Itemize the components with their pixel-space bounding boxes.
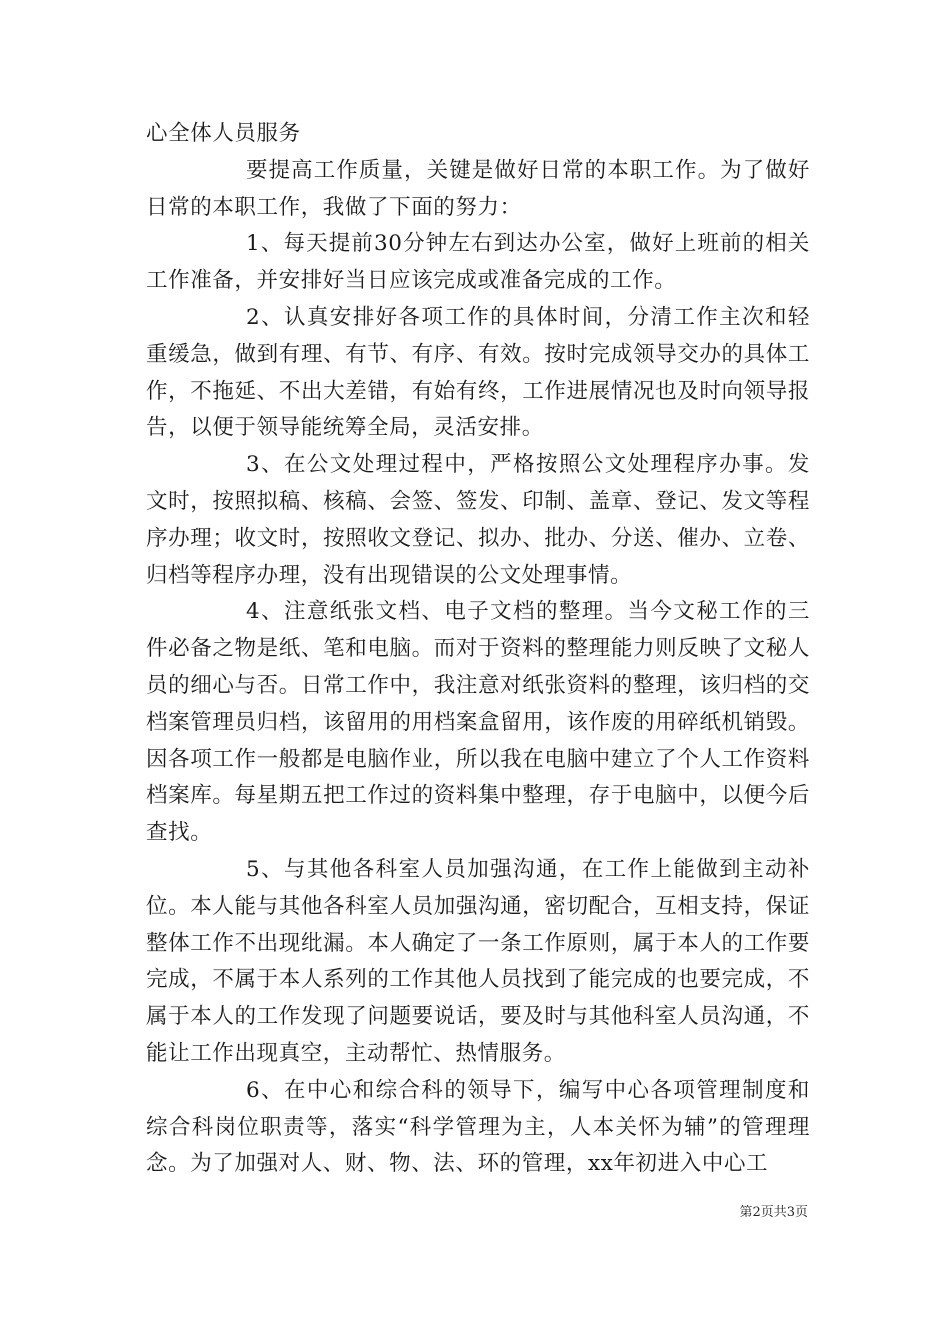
paragraph-item-3: 3、在公文处理过程中，严格按照公文处理程序办事。发文时，按照拟稿、核稿、会签、签发、印制、盖章、登记、发文等程序办理；收文时，按照收文登记、拟办、批办、分送、催办、立卷、归档等程序办理，没有出现错误的公文处理事情。 — [146, 452, 810, 588]
paragraph-intro: 要提高工作质量，关键是做好日常的本职工作。为了做好日常的本职工作，我做了下面的努力： — [146, 157, 810, 220]
paragraph-item-4: 4、注意纸张文档、电子文档的整理。当今文秘工作的三件必备之物是纸、笔和电脑。而对于资料的整理能力则反映了文秘人员的细心与否。日常工作中，我注意对纸张资料的整理，该归档的交档案管理员归档，该留用的用档案盒留用，该作废的用碎纸机销毁。因各项工作一般都是电脑作业，所以我在电脑中建立了个人工作资料档案库。每星期五把工作过的资料集中整理，存于电脑中，以便今后查找。 — [146, 599, 810, 846]
page-number-footer: 第2页共3页 — [739, 1205, 808, 1220]
paragraph-continuation: 心全体人员服务 — [146, 121, 301, 146]
paragraph-item-6: 6、在中心和综合科的领导下，编写中心各项管理制度和综合科岗位职责等，落实“科学管理为主，人本关怀为辅”的管理理念。为了加强对人、财、物、法、环的管理，xx年初进入中心工 — [146, 1077, 810, 1177]
paragraph-item-2: 2、认真安排好各项工作的具体时间，分清工作主次和轻重缓急，做到有理、有节、有序、有效。按时完成领导交办的具体工作，不拖延、不出大差错，有始有终，工作进展情况也及时向领导报告，以便于领导能统筹全局，灵活安排。 — [146, 304, 810, 441]
document-body — [146, 116, 810, 1183]
paragraph-item-5: 5、与其他各科室人员加强沟通，在工作上能做到主动补位。本人能与其他各科室人员加强沟通，密切配合，互相支持，保证整体工作不出现纰漏。本人确定了一条工作原则，属于本人的工作要完成，不属于本人系列的工作其他人员找到了能完成的也要完成，不属于本人的工作发现了问题要说话，要及时与其他科室人员沟通，不能让工作出现真空，主动帮忙、热情服务。 — [146, 856, 810, 1066]
paragraph-item-1: 1、每天提前30分钟左右到达办公室，做好上班前的相关工作准备，并安排好当日应该完成或准备完成的工作。 — [146, 231, 810, 294]
